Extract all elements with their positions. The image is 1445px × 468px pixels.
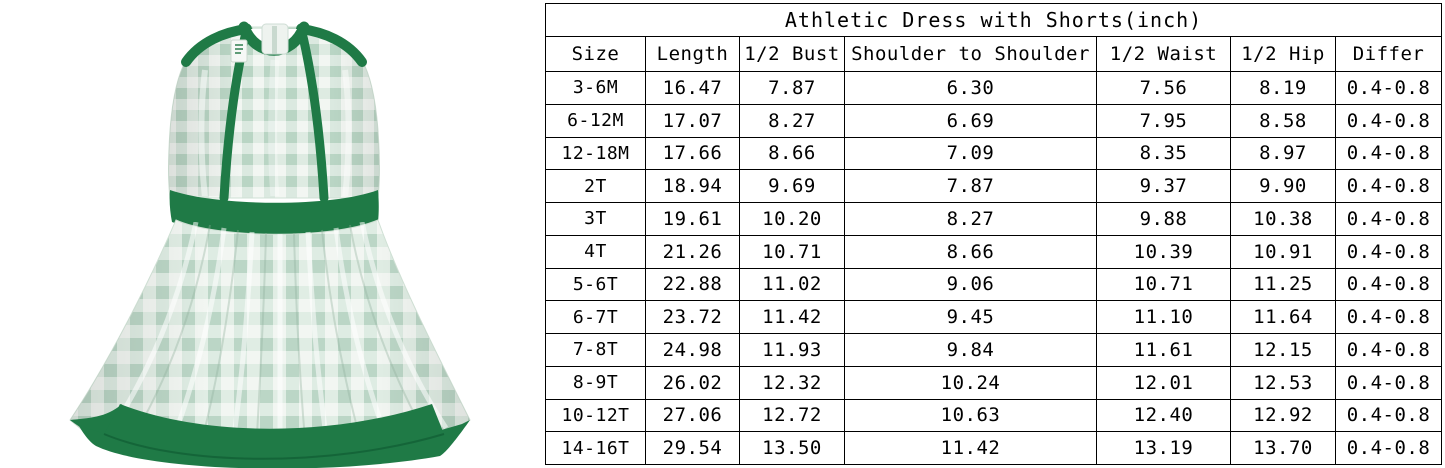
cell-shoulder: 9.84 bbox=[845, 334, 1097, 367]
cell-half-hip: 12.92 bbox=[1231, 399, 1336, 432]
cell-length: 29.54 bbox=[646, 432, 740, 465]
cell-half-waist: 11.10 bbox=[1097, 301, 1231, 334]
column-header-half-waist: 1/2 Waist bbox=[1097, 37, 1231, 72]
cell-half-waist: 7.56 bbox=[1097, 72, 1231, 105]
table-header-row bbox=[546, 37, 1442, 72]
cell-half-waist: 7.95 bbox=[1097, 104, 1231, 137]
table-row bbox=[546, 170, 1442, 203]
cell-differ: 0.4-0.8 bbox=[1336, 104, 1442, 137]
cell-differ: 0.4-0.8 bbox=[1336, 432, 1442, 465]
cell-length: 17.07 bbox=[646, 104, 740, 137]
cell-half-hip: 10.91 bbox=[1231, 235, 1336, 268]
cell-half-bust: 12.72 bbox=[740, 399, 845, 432]
cell-length: 24.98 bbox=[646, 334, 740, 367]
cell-half-waist: 13.19 bbox=[1097, 432, 1231, 465]
cell-differ: 0.4-0.8 bbox=[1336, 170, 1442, 203]
cell-size: 6-7T bbox=[546, 301, 646, 334]
cell-differ: 0.4-0.8 bbox=[1336, 203, 1442, 236]
cell-half-bust: 9.69 bbox=[740, 170, 845, 203]
cell-length: 26.02 bbox=[646, 366, 740, 399]
cell-length: 23.72 bbox=[646, 301, 740, 334]
cell-shoulder: 8.27 bbox=[845, 203, 1097, 236]
table-row bbox=[546, 399, 1442, 432]
cell-shoulder: 9.06 bbox=[845, 268, 1097, 301]
product-photo-pane bbox=[0, 0, 545, 468]
dress-illustration bbox=[0, 0, 545, 468]
cell-shoulder: 7.09 bbox=[845, 137, 1097, 170]
cell-differ: 0.4-0.8 bbox=[1336, 301, 1442, 334]
cell-half-waist: 12.01 bbox=[1097, 366, 1231, 399]
column-header-length: Length bbox=[646, 37, 740, 72]
cell-differ: 0.4-0.8 bbox=[1336, 399, 1442, 432]
cell-half-waist: 10.39 bbox=[1097, 235, 1231, 268]
cell-half-waist: 10.71 bbox=[1097, 268, 1231, 301]
cell-differ: 0.4-0.8 bbox=[1336, 366, 1442, 399]
table-row bbox=[546, 203, 1442, 236]
column-header-size: Size bbox=[546, 37, 646, 72]
cell-size: 4T bbox=[546, 235, 646, 268]
cell-differ: 0.4-0.8 bbox=[1336, 268, 1442, 301]
cell-size: 10-12T bbox=[546, 399, 646, 432]
table-row bbox=[546, 366, 1442, 399]
cell-half-bust: 11.02 bbox=[740, 268, 845, 301]
cell-shoulder: 9.45 bbox=[845, 301, 1097, 334]
size-chart-pane bbox=[545, 0, 1445, 468]
cell-shoulder: 7.87 bbox=[845, 170, 1097, 203]
column-header-shoulder-to-shoulder: Shoulder to Shoulder bbox=[845, 37, 1097, 72]
cell-half-bust: 10.20 bbox=[740, 203, 845, 236]
cell-length: 18.94 bbox=[646, 170, 740, 203]
cell-differ: 0.4-0.8 bbox=[1336, 137, 1442, 170]
size-chart-table bbox=[545, 3, 1442, 465]
column-header-half-bust: 1/2 Bust bbox=[740, 37, 845, 72]
table-row bbox=[546, 268, 1442, 301]
cell-half-bust: 8.27 bbox=[740, 104, 845, 137]
cell-differ: 0.4-0.8 bbox=[1336, 72, 1442, 105]
column-header-differ: Differ bbox=[1336, 37, 1442, 72]
cell-half-waist: 11.61 bbox=[1097, 334, 1231, 367]
cell-half-bust: 10.71 bbox=[740, 235, 845, 268]
cell-shoulder: 6.30 bbox=[845, 72, 1097, 105]
cell-half-waist: 12.40 bbox=[1097, 399, 1231, 432]
cell-size: 3-6M bbox=[546, 72, 646, 105]
table-row bbox=[546, 137, 1442, 170]
chart-title: Athletic Dress with Shorts(inch) bbox=[546, 4, 1442, 37]
cell-half-hip: 13.70 bbox=[1231, 432, 1336, 465]
table-row bbox=[546, 301, 1442, 334]
table-row bbox=[546, 104, 1442, 137]
cell-size: 2T bbox=[546, 170, 646, 203]
cell-size: 5-6T bbox=[546, 268, 646, 301]
cell-differ: 0.4-0.8 bbox=[1336, 235, 1442, 268]
cell-half-hip: 11.25 bbox=[1231, 268, 1336, 301]
cell-size: 14-16T bbox=[546, 432, 646, 465]
cell-length: 21.26 bbox=[646, 235, 740, 268]
cell-half-hip: 8.19 bbox=[1231, 72, 1336, 105]
cell-half-bust: 7.87 bbox=[740, 72, 845, 105]
cell-length: 22.88 bbox=[646, 268, 740, 301]
cell-half-hip: 10.38 bbox=[1231, 203, 1336, 236]
cell-shoulder: 10.24 bbox=[845, 366, 1097, 399]
cell-shoulder: 6.69 bbox=[845, 104, 1097, 137]
cell-half-bust: 13.50 bbox=[740, 432, 845, 465]
cell-half-waist: 9.88 bbox=[1097, 203, 1231, 236]
cell-size: 6-12M bbox=[546, 104, 646, 137]
cell-half-hip: 8.97 bbox=[1231, 137, 1336, 170]
cell-half-waist: 8.35 bbox=[1097, 137, 1231, 170]
cell-half-bust: 11.42 bbox=[740, 301, 845, 334]
cell-half-hip: 12.53 bbox=[1231, 366, 1336, 399]
cell-length: 16.47 bbox=[646, 72, 740, 105]
cell-half-hip: 12.15 bbox=[1231, 334, 1336, 367]
cell-half-bust: 8.66 bbox=[740, 137, 845, 170]
cell-size: 3T bbox=[546, 203, 646, 236]
cell-size: 7-8T bbox=[546, 334, 646, 367]
dress-skirt bbox=[60, 210, 480, 468]
cell-half-hip: 8.58 bbox=[1231, 104, 1336, 137]
cell-length: 19.61 bbox=[646, 203, 740, 236]
cell-half-waist: 9.37 bbox=[1097, 170, 1231, 203]
dress-bodice bbox=[160, 20, 390, 210]
table-row bbox=[546, 72, 1442, 105]
table-row bbox=[546, 235, 1442, 268]
cell-length: 17.66 bbox=[646, 137, 740, 170]
table-row bbox=[546, 432, 1442, 465]
cell-half-bust: 12.32 bbox=[740, 366, 845, 399]
cell-shoulder: 11.42 bbox=[845, 432, 1097, 465]
cell-half-hip: 9.90 bbox=[1231, 170, 1336, 203]
cell-length: 27.06 bbox=[646, 399, 740, 432]
cell-differ: 0.4-0.8 bbox=[1336, 334, 1442, 367]
column-header-half-hip: 1/2 Hip bbox=[1231, 37, 1336, 72]
cell-size: 12-18M bbox=[546, 137, 646, 170]
cell-half-hip: 11.64 bbox=[1231, 301, 1336, 334]
table-title-row bbox=[546, 4, 1442, 37]
table-row bbox=[546, 334, 1442, 367]
cell-shoulder: 8.66 bbox=[845, 235, 1097, 268]
cell-shoulder: 10.63 bbox=[845, 399, 1097, 432]
cell-half-bust: 11.93 bbox=[740, 334, 845, 367]
cell-size: 8-9T bbox=[546, 366, 646, 399]
